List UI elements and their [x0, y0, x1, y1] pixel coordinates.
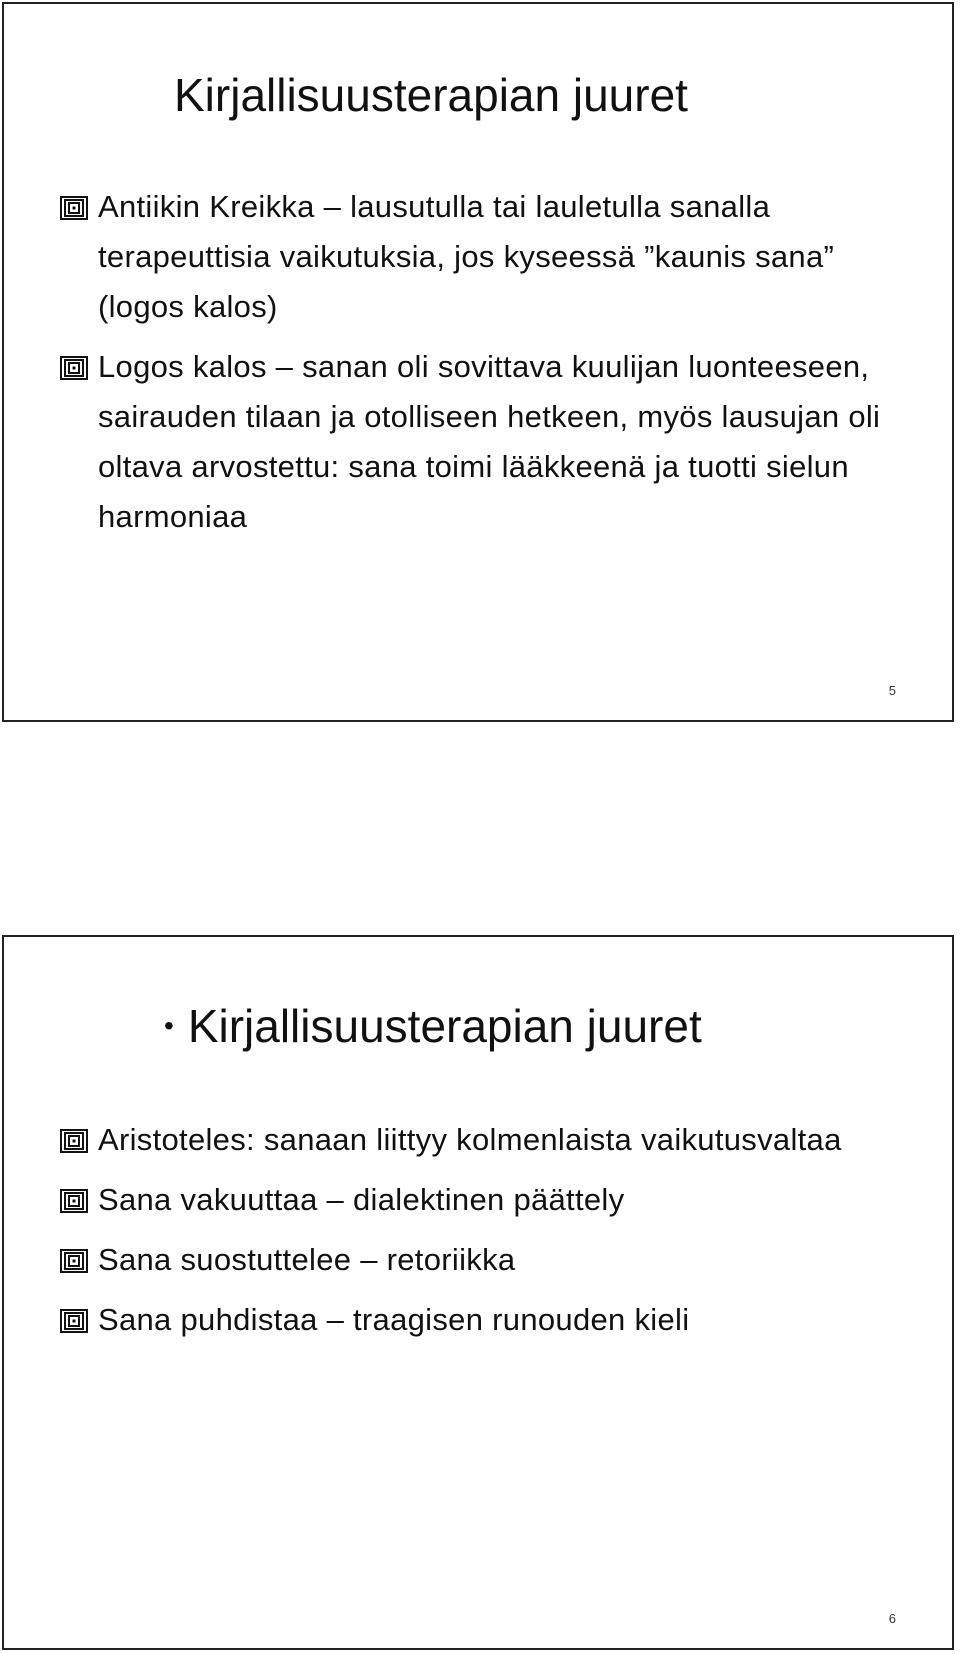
title-bullet-icon: •	[164, 1010, 174, 1042]
square-spiral-icon	[60, 1309, 88, 1333]
square-spiral-icon	[60, 1189, 88, 1213]
list-item	[60, 342, 912, 542]
slide-number: 5	[888, 683, 896, 698]
slide-5	[2, 2, 954, 722]
list-item	[60, 1175, 912, 1225]
bullet-text: Sana puhdistaa – traagisen runouden kieli	[98, 1302, 690, 1337]
bullet-list	[60, 1115, 912, 1355]
bullet-text: Logos kalos – sanan oli sovittava kuulijan luonteeseen, sairauden tilaan ja otolliseen hetkeen, myös lausujan oli oltava arvostettu: sana toimi lääkkeenä ja tuotti sielun harmoniaa	[98, 349, 881, 534]
bullet-list	[60, 182, 912, 552]
square-spiral-icon	[60, 356, 88, 380]
bullet-text: Sana suostuttelee – retoriikka	[98, 1242, 516, 1277]
bullet-text: Sana vakuuttaa – dialektinen päättely	[98, 1182, 625, 1217]
slide-number: 6	[888, 1611, 896, 1626]
slide-6	[2, 935, 954, 1650]
list-item	[60, 1115, 912, 1165]
list-item	[60, 1295, 912, 1345]
square-spiral-icon	[60, 1249, 88, 1273]
slide-title: Kirjallisuusterapian juuret	[174, 69, 688, 121]
square-spiral-icon	[60, 1129, 88, 1153]
list-item	[60, 1235, 912, 1285]
bullet-text: Antiikin Kreikka – lausutulla tai lauletulla sanalla terapeuttisia vaikutuksia, jos kyseessä ”kaunis sana” (logos kalos)	[98, 189, 835, 324]
bullet-text: Aristoteles: sanaan liittyy kolmenlaista vaikutusvaltaa	[98, 1122, 842, 1157]
title-row	[164, 1001, 702, 1052]
slide-title: Kirjallisuusterapian juuret	[187, 1000, 702, 1052]
list-item	[60, 182, 912, 332]
square-spiral-icon	[60, 196, 88, 220]
